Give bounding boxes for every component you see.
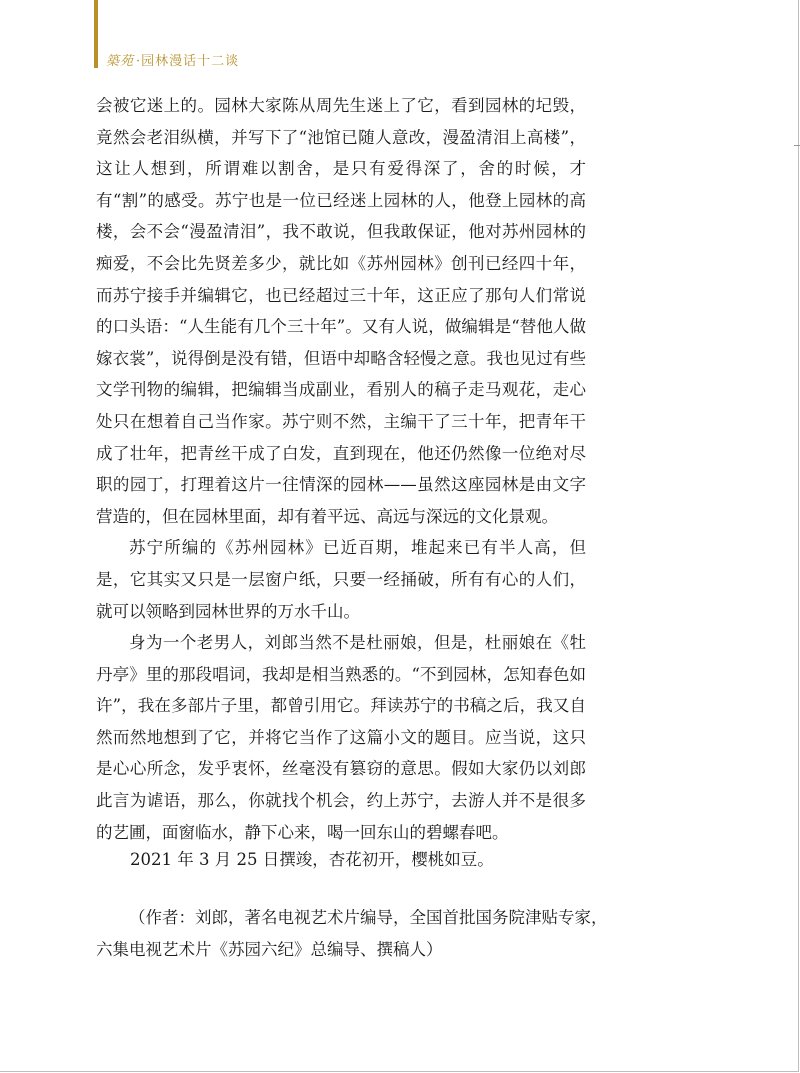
header-title: 园林漫话十二谈 [141,54,240,69]
dateline: 2021 年 3 月 25 日撰竣，杏花初开，樱桃如豆。 [130,850,494,869]
author-note-line: （作者：刘郎，著名电视艺术片编导，全国首批国务院津贴专家， [129,908,608,927]
paragraph: 苏宁所编的《苏州园林》已近百期，堆起来已有半人高，但是，它其实又只是一层窗户纸，只要一经捅破，所有有心的人们，就可以领略到园林世界的万水千山。 [96,538,586,621]
column-name: 築苑 [106,54,135,69]
header-separator: · [136,54,142,69]
paragraph: 身为一个老男人，刘郎当然不是杜丽娘，但是，杜丽娘在《牡丹亭》里的那段唱词，我却是相当熟悉的。“不到园林，怎知春色如许”，我在多部片子里，都曾引用它。拜读苏宁的书稿之后，我又自然而然地想到了它，并将它当作了这篇小文的题目。应当说，这只是心心所念，发乎衷怀，丝毫没有篡窃的意思。假如大家仍以刘郎此言为谑语，那么，你就找个机会，约上苏宁，去游人并不是很多的艺圃，面窗临水，静下心来，喝一回东山的碧螺春吧。 [96,633,586,842]
running-header [106,50,239,69]
margin-tick [794,145,800,146]
header-accent-bar [94,0,98,68]
author-note-line: 六集电视艺术片《苏园六纪》总编导、撰稿人） [96,939,443,959]
paragraph-continued: 会被它迷上的。园林大家陈从周先生迷上了它，看到园林的圮毁，竟然会老泪纵横，并写下了“池馆已随人意改，漫盈清泪上高楼”，这让人想到，所谓难以割舍，是只有爱得深了，舍的时候，才有“割”的感受。苏宁也是一位已经迷上园林的人，他登上园林的高楼，会不会“漫盈清泪”，我不敢说，但我敢保证，他对苏州园林的痴爱，不会比先贤差多少，就比如《苏州园林》创刊已经四十年，而苏宁接手并编辑它，也已经超过三十年，这正应了那句人们常说的口头语：“人生能有几个三十年”。又有人说，做编辑是“替他人做嫁衣裳”，说得倒是没有错，但语中却略含轻慢之意。我也见过有些文学刊物的编辑，把编辑当成副业，看别人的稿子走马观花，走心处只在想着自己当作家。苏宁则不然，主编干了三十年，把青年干成了壮年，把青丝干成了白发，直到现在，他还仍然像一位绝对尽职的园丁，打理着这片一往情深的园林——虽然这座园林是由文字营造的，但在园林里面，却有着平远、高远与深远的文化景观。 [96,96,586,526]
author-note [96,902,608,965]
article-body [96,90,586,848]
